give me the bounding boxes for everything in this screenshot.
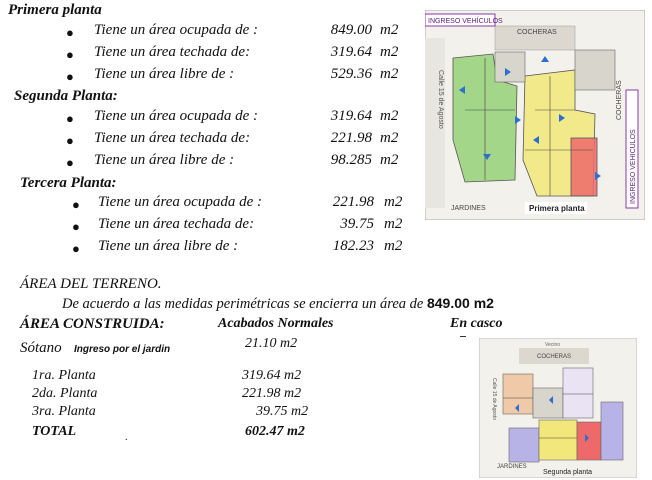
floor-3-item-2-value: 39.75	[340, 216, 374, 232]
row-value-3: 39.75 m2	[256, 404, 309, 419]
floor-2-item-3-value: 98.285	[330, 152, 372, 168]
floor-1-item-1-value: 849.00	[330, 22, 372, 38]
floor-title-3: Tercera Planta:	[20, 175, 117, 191]
stray-dot: .	[125, 432, 128, 443]
bullet-icon: ●	[72, 241, 80, 256]
terreno-sentence: De acuerdo a las medidas perimétricas se encierra un área de	[62, 296, 424, 312]
floor-plan-1	[425, 10, 645, 220]
bullet-icon: ●	[72, 219, 80, 234]
sotano-value: 21.10 m2	[245, 336, 298, 351]
row-value-1: 319.64 m2	[242, 368, 302, 383]
floor-3-item-3-label: Tiene un área libre de :	[98, 238, 239, 254]
floor-1-item-2-unit: m2	[380, 44, 399, 60]
floor-2-item-2-value: 221.98	[330, 130, 372, 146]
bullet-icon: ●	[66, 133, 74, 148]
plan1-cocheras-side: COCHERAS	[616, 80, 623, 120]
plan2-calle: Calle 15 de Agosto	[491, 378, 497, 420]
bullet-icon: ●	[66, 47, 74, 62]
floor-3-item-2-label: Tiene un área techada de:	[98, 216, 255, 232]
plan2-vecino: Vecino	[545, 342, 561, 348]
floor-2-item-1-label: Tiene un área ocupada de :	[94, 108, 258, 124]
floor-1-item-3-value: 529.36	[330, 66, 372, 82]
plan2-caption: Segunda planta	[543, 469, 593, 476]
sotano-label: Sótano	[20, 340, 62, 356]
total-value: 602.47 m2	[245, 424, 305, 439]
plan1-jardines: JARDINES	[451, 205, 486, 212]
plan1-caption: Primera planta	[529, 204, 585, 213]
total-label: TOTAL	[32, 424, 77, 439]
floor-2-item-2-label: Tiene un área techada de:	[94, 130, 251, 146]
floor-2-item-1-unit: m2	[380, 108, 399, 124]
floor-1-item-2-value: 319.64	[330, 44, 372, 60]
floor-2-item-1-value: 319.64	[330, 108, 372, 124]
floor-1-item-1-unit: m2	[380, 22, 399, 38]
stray-dash	[460, 336, 466, 337]
col-acabados-normales: Acabados Normales	[218, 316, 334, 331]
terreno-title: ÁREA DEL TERRENO.	[20, 276, 162, 292]
bullet-icon: ●	[66, 155, 74, 170]
floor-1-item-3-unit: m2	[380, 66, 399, 82]
row-value-2: 221.98 m2	[242, 386, 302, 401]
floor-title-1: Primera planta	[8, 2, 102, 18]
floor-plan-2	[479, 338, 637, 478]
floor-1-item-1-label: Tiene un área ocupada de :	[94, 22, 258, 38]
floor-1-item-3-label: Tiene un área libre de :	[94, 66, 235, 82]
floor-3-item-1-unit: m2	[384, 194, 403, 210]
floor-2-item-3-label: Tiene un área libre de :	[94, 152, 235, 168]
plan2-cocheras: COCHERAS	[537, 354, 572, 360]
terreno-text	[62, 295, 494, 313]
bullet-icon: ●	[66, 69, 74, 84]
plan1-calle: Calle 15 de Agosto	[437, 70, 444, 129]
plan1-ingreso-vehiculos: INGRESO VEHÍCULOS	[428, 18, 503, 25]
plan1-ingreso-vehiculo-side: INGRESO VEHICULOS	[630, 129, 637, 204]
floor-2-item-3-unit: m2	[380, 152, 399, 168]
row-label-2: 2da. Planta	[32, 386, 98, 401]
terreno-value: 849.00 m2	[426, 295, 494, 311]
plan2-jardines: JARDINES	[497, 464, 527, 470]
floor-3-item-2-unit: m2	[384, 216, 403, 232]
sotano-note: Ingreso por el jardin	[74, 344, 171, 355]
bullet-icon: ●	[72, 197, 80, 212]
construida-title: ÁREA CONSTRUIDA:	[20, 316, 165, 332]
bullet-icon: ●	[66, 111, 74, 126]
floor-1-item-2-label: Tiene un área techada de:	[94, 44, 251, 60]
floor-3-item-1-label: Tiene un área ocupada de :	[98, 194, 262, 210]
row-label-1: 1ra. Planta	[32, 368, 96, 383]
floor-3-item-3-value: 182.23	[332, 238, 374, 254]
plan1-cocheras-top: COCHERAS	[517, 29, 557, 36]
row-label-3: 3ra. Planta	[32, 404, 96, 419]
floor-title-2: Segunda Planta:	[14, 88, 118, 104]
floor-3-item-3-unit: m2	[384, 238, 403, 254]
bullet-icon: ●	[66, 25, 74, 40]
col-en-casco: En casco	[450, 316, 503, 331]
floor-3-item-1-value: 221.98	[332, 194, 374, 210]
floor-2-item-2-unit: m2	[380, 130, 399, 146]
